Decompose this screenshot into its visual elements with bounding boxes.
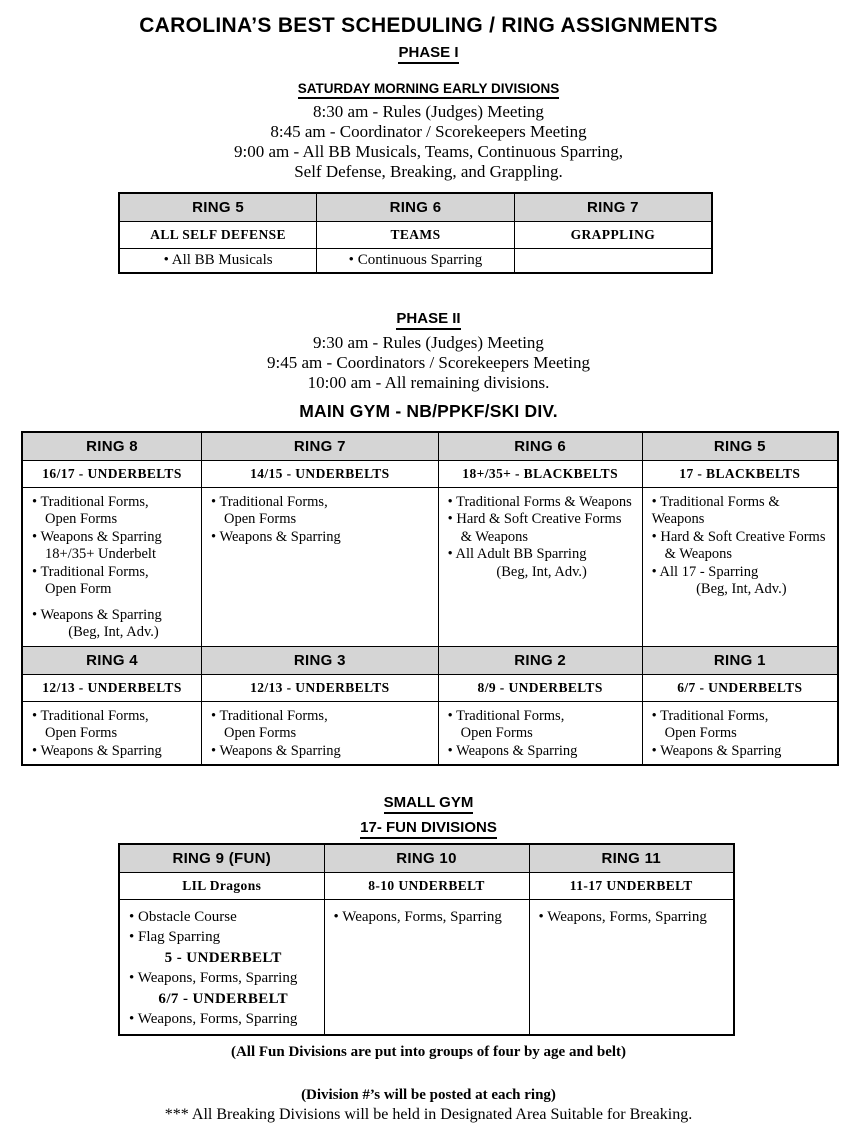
event-line: • Obstacle Course [129,907,318,928]
division-label: 14/15 - UNDERBELTS [202,460,439,487]
division-label: ALL SELF DEFENSE [119,221,317,248]
division-label: TEAMS [317,221,515,248]
division-label: GRAPPLING [514,221,712,248]
ring-header-ring-2: RING 2 [438,646,642,674]
ring-header-ring-6: RING 6 [438,432,642,460]
ring-header-ring-10: RING 10 [324,844,529,872]
phase1-subheading [0,80,857,99]
page-title: CAROLINA’S BEST SCHEDULING / RING ASSIGNMENTS [139,14,718,37]
breaking-divisions-note: *** All Breaking Divisions will be held in Designated Area Suitable for Breaking. [164,1105,693,1123]
phase2-schedule [0,333,857,393]
ring-content-cell [642,487,838,646]
ring-header-ring-6: RING 6 [317,193,515,221]
ring-header-ring-1: RING 1 [642,646,838,674]
ring-content-cell [438,487,642,646]
event-line: Open Forms [224,725,297,741]
schedule-time-line: 9:30 am - Rules (Judges) Meeting [313,333,544,352]
main-gym-heading: MAIN GYM - NB/PPKF/SKI DIV. [299,401,558,421]
event-line: Open Forms [224,511,297,527]
schedule-document [0,14,857,1124]
schedule-time-line: 9:00 am - All BB Musicals, Teams, Continuous Sparring, [233,142,624,161]
event-line: • Traditional Forms, [32,708,195,726]
division-label: 11-17 UNDERBELT [529,872,734,899]
event-line: (Beg, Int, Adv.) [696,581,787,597]
schedule-time-line: 8:30 am - Rules (Judges) Meeting [313,102,544,121]
small-gym-heading-text: SMALL GYM [384,794,474,814]
event-line: • Weapons, Forms, Sparring [129,968,318,989]
ring-header-ring-11: RING 11 [529,844,734,872]
event-line: • Traditional Forms, [652,708,831,726]
small-gym-ring-table [118,843,735,1036]
ring-header-ring-7: RING 7 [202,432,439,460]
division-label: LIL Dragons [119,872,324,899]
schedule-time-line: Self Defense, Breaking, and Grappling. [294,162,563,181]
event-line: • Weapons, Forms, Sparring [539,907,728,928]
event-line: • All Adult BB Sparring [448,546,636,564]
ring-content-cell [438,701,642,765]
ring-content-cell [529,899,734,1035]
ring-content-cell [202,701,439,765]
event-line: Open Forms [45,511,118,527]
main-gym-ring-table [21,431,839,766]
ring-content-cell [324,899,529,1035]
event-line: • Weapons & Sparring [652,743,831,761]
schedule-time-line: 8:45 am - Coordinator / Scorekeepers Meeting [270,122,587,141]
ring-content-cell [22,701,202,765]
ring-header-ring-7: RING 7 [514,193,712,221]
division-label: 17 - BLACKBELTS [642,460,838,487]
division-label: 12/13 - UNDERBELTS [22,674,202,701]
ring-content-cell [642,701,838,765]
phase1-heading-text: PHASE I [398,44,458,64]
ring-header-ring-4: RING 4 [22,646,202,674]
fun-divisions-note: (All Fun Divisions are put into groups of four by age and belt) [230,1043,627,1060]
event-line: • Weapons, Forms, Sparring [334,907,523,928]
event-line: • Traditional Forms, [211,494,432,512]
phase1-subheading-text: SATURDAY MORNING EARLY DIVISIONS [298,81,560,99]
event-line: Open Forms [460,725,533,741]
ring-header-ring-3: RING 3 [202,646,439,674]
division-label: 12/13 - UNDERBELTS [202,674,439,701]
event-line: • Traditional Forms & Weapons [652,494,831,529]
event-line: • Weapons & Sparring [211,529,432,547]
fun-divisions-heading-text: 17- FUN DIVISIONS [360,819,497,839]
ring-header-ring-8: RING 8 [22,432,202,460]
ring-header-ring-9-fun-: RING 9 (FUN) [119,844,324,872]
event-line: • Hard & Soft Creative Forms [652,529,831,547]
event-line: • Continuous Sparring [321,252,510,270]
phase1-section-heading [0,44,857,64]
ring-header-ring-5: RING 5 [119,193,317,221]
event-line: • Flag Sparring [129,927,318,948]
ring-content-cell [202,487,439,646]
phase1-ring-table [118,192,713,274]
event-line: • Hard & Soft Creative Forms [448,511,636,529]
event-line: • Weapons & Sparring [32,743,195,761]
ring-content-cell [514,248,712,273]
phase1-schedule [0,102,857,182]
event-line: & Weapons [460,528,529,545]
event-line: • Traditional Forms & Weapons [448,494,636,512]
event-line: • Weapons & Sparring [211,743,432,761]
fun-divisions-heading [0,819,857,839]
event-line: 5 - UNDERBELT [164,949,282,966]
ring-content-cell [119,899,324,1035]
ring-content-cell [22,487,202,646]
phase2-section-heading [0,310,857,330]
division-label: 18+/35+ - BLACKBELTS [438,460,642,487]
division-label: 8/9 - UNDERBELTS [438,674,642,701]
event-line: • Weapons, Forms, Sparring [129,1009,318,1030]
event-line: & Weapons [664,546,733,562]
ring-content-cell [317,248,515,273]
event-line: Open Forms [45,725,118,741]
event-line: 18+/35+ Underbelt [45,546,156,562]
event-line: • Traditional Forms, [32,494,195,512]
phase2-heading-text: PHASE II [396,310,460,330]
division-label: 8-10 UNDERBELT [324,872,529,899]
event-line: • Weapons & Sparring [448,743,636,761]
division-numbers-note: (Division #’s will be posted at each ring) [301,1086,556,1103]
event-line: 6/7 - UNDERBELT [158,990,289,1007]
division-label: 6/7 - UNDERBELTS [642,674,838,701]
event-line: • Weapons & Sparring [32,607,195,625]
small-gym-heading [0,794,857,814]
event-line: (Beg, Int, Adv.) [496,563,587,580]
event-line: • All 17 - Sparring [652,564,831,582]
division-label: 16/17 - UNDERBELTS [22,460,202,487]
event-line: (Beg, Int, Adv.) [68,624,159,640]
event-line: • Traditional Forms, [448,708,636,726]
ring-header-ring-5: RING 5 [642,432,838,460]
event-line: Open Forms [664,725,737,741]
schedule-time-line: 9:45 am - Coordinators / Scorekeepers Meeting [267,353,590,372]
ring-content-cell [119,248,317,273]
event-line: • All BB Musicals [124,252,312,270]
event-line: • Weapons & Sparring [32,529,195,547]
event-line: • Traditional Forms, [211,708,432,726]
event-line: Open Form [45,581,112,597]
schedule-time-line: 10:00 am - All remaining divisions. [307,373,550,392]
event-line: • Traditional Forms, [32,564,195,582]
